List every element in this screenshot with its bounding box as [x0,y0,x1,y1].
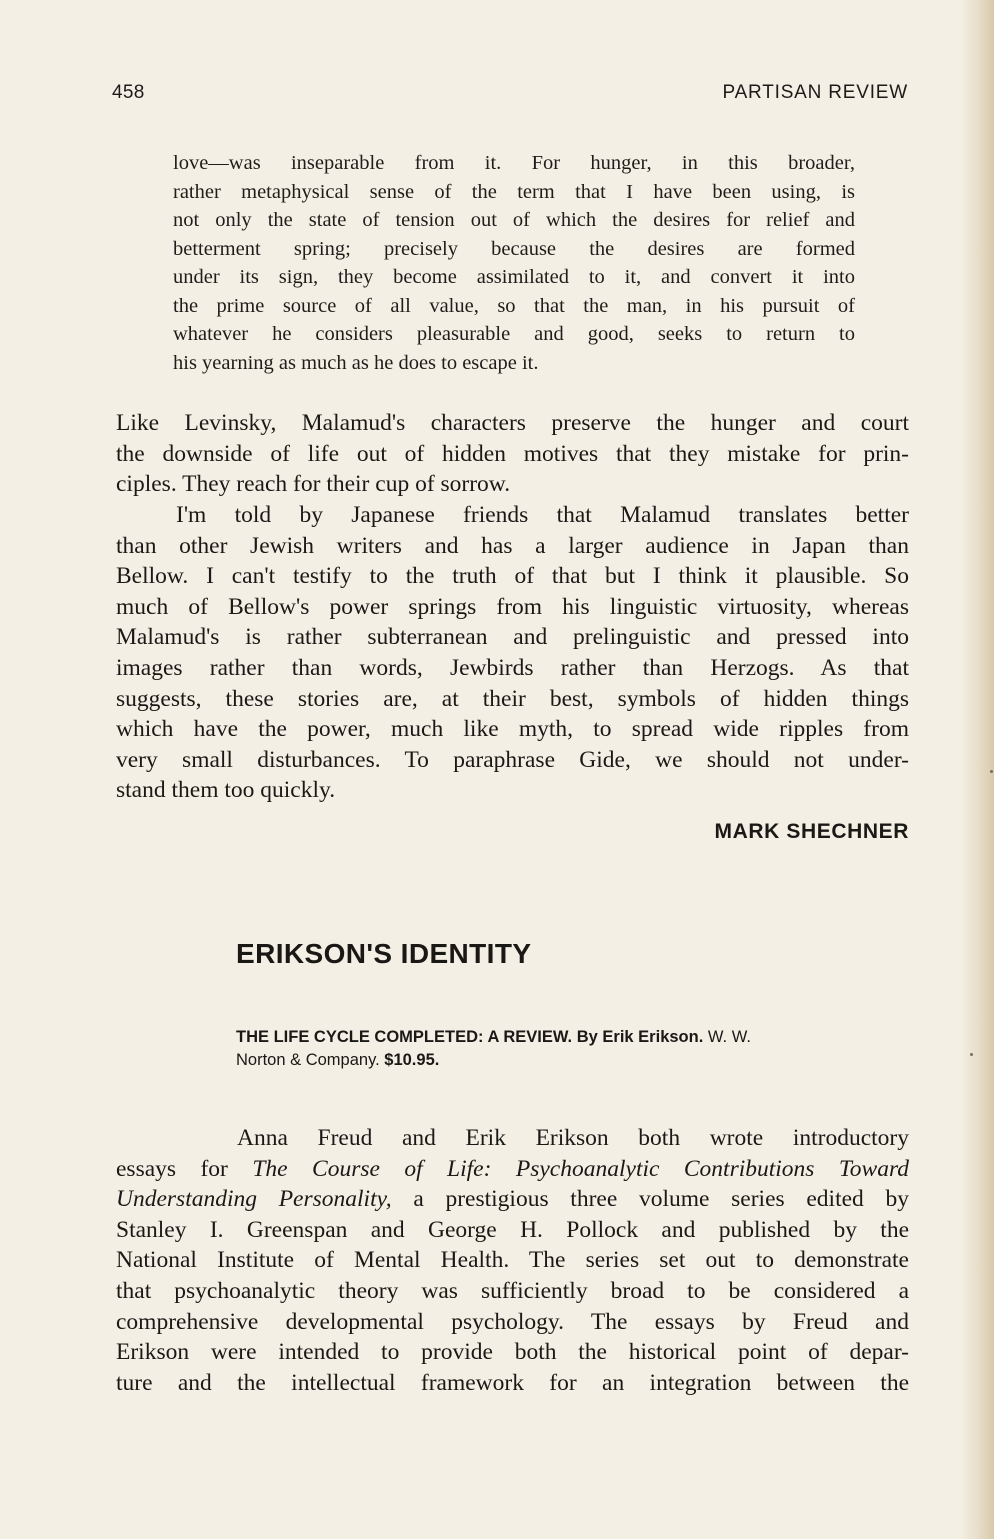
italic-book-title: The Course of Life: Psychoanalytic Contributions Toward [252,1155,909,1182]
book-price: $10.95. [384,1051,440,1069]
paragraph-japanese-friends [116,500,909,806]
text-line [116,1184,909,1215]
quote-line: the prime source of all value, so that the man, in his pursuit of [173,294,855,317]
text-line: stand them too quickly. [116,777,336,804]
quote-line: betterment spring; precisely because the desires are formed [173,237,855,260]
text-line: than other Jewish writers and has a larger audience in Japan than [116,532,909,559]
paragraph-anna-freud [116,1123,909,1398]
paper-speck [990,770,993,773]
block-quote [173,149,855,377]
text-line: Malamud's is rather subterranean and prelinguistic and pressed into [116,624,909,651]
article-title: ERIKSON'S IDENTITY [236,938,532,969]
author-signature: MARK SHECHNER [714,820,909,843]
text-line: I'm told by Japanese friends that Malamud translates better [176,502,909,528]
text-line: ture and the intellectual framework for an integration between the [116,1369,909,1396]
book-author: Erik Erikson. [602,1028,704,1046]
running-head: PARTISAN REVIEW [722,82,908,103]
book-reference [236,1026,916,1072]
text-line: that psychoanalytic theory was sufficiently broad to be considered a [116,1277,909,1304]
text-line: the downside of life out of hidden motives that they mistake for prin- [116,440,909,467]
quote-line: whatever he considers pleasurable and good, seeks to return to [173,323,855,345]
text-line: Bellow. I can't testify to the truth of that but I think it plausible. So [116,563,909,590]
book-by: By [576,1028,598,1046]
text-line [116,1154,909,1185]
text-line: Stanley I. Greenspan and George H. Pollock and published by the [116,1216,909,1243]
paragraph-levinsky [116,408,909,500]
book-publisher-2: Norton & Company. [236,1051,380,1069]
italic-book-title: Understanding Personality, [116,1186,392,1213]
text-line: comprehensive developmental psychology. The essays by Freud and [116,1308,909,1335]
text-line: Erikson were intended to provide both the historical point of depar- [116,1339,909,1366]
text-line: which have the power, much like myth, to spread wide ripples from [116,716,909,743]
quote-line: rather metaphysical sense of the term that I have been using, is [173,180,855,203]
quote-line: his yearning as much as he does to escape it. [173,351,539,374]
book-title: THE LIFE CYCLE COMPLETED: A REVIEW. [236,1028,573,1046]
text-line: ciples. They reach for their cup of sorrow. [116,471,511,498]
text-fragment: essays for [116,1155,253,1182]
quote-line: not only the state of tension out of which the desires for relief and [173,209,855,231]
page-edge-shadow [960,0,994,1539]
text-line: much of Bellow's power springs from his linguistic virtuosity, whereas [116,593,909,620]
text-line: very small disturbances. To paraphrase Gide, we should not under- [116,746,909,773]
quote-line: love—was inseparable from it. For hunger, in this broader, [173,152,855,174]
text-line: National Institute of Mental Health. The series set out to demonstrate [116,1247,909,1274]
text-line: images rather than words, Jewbirds rather than Herzogs. As that [116,654,909,681]
book-publisher-1: W. W. [707,1028,751,1046]
text-line: suggests, these stories are, at their best, symbols of hidden things [116,685,909,712]
text-line: Like Levinsky, Malamud's characters preserve the hunger and court [116,410,909,436]
quote-line: under its sign, they become assimilated to it, and convert it into [173,266,855,288]
text-line: Anna Freud and Erik Erikson both wrote introductory [237,1125,909,1151]
text-fragment: a prestigious three volume series edited by [391,1186,909,1213]
paper-speck [970,1053,973,1056]
page-header [112,82,908,112]
page-number: 458 [112,82,145,103]
